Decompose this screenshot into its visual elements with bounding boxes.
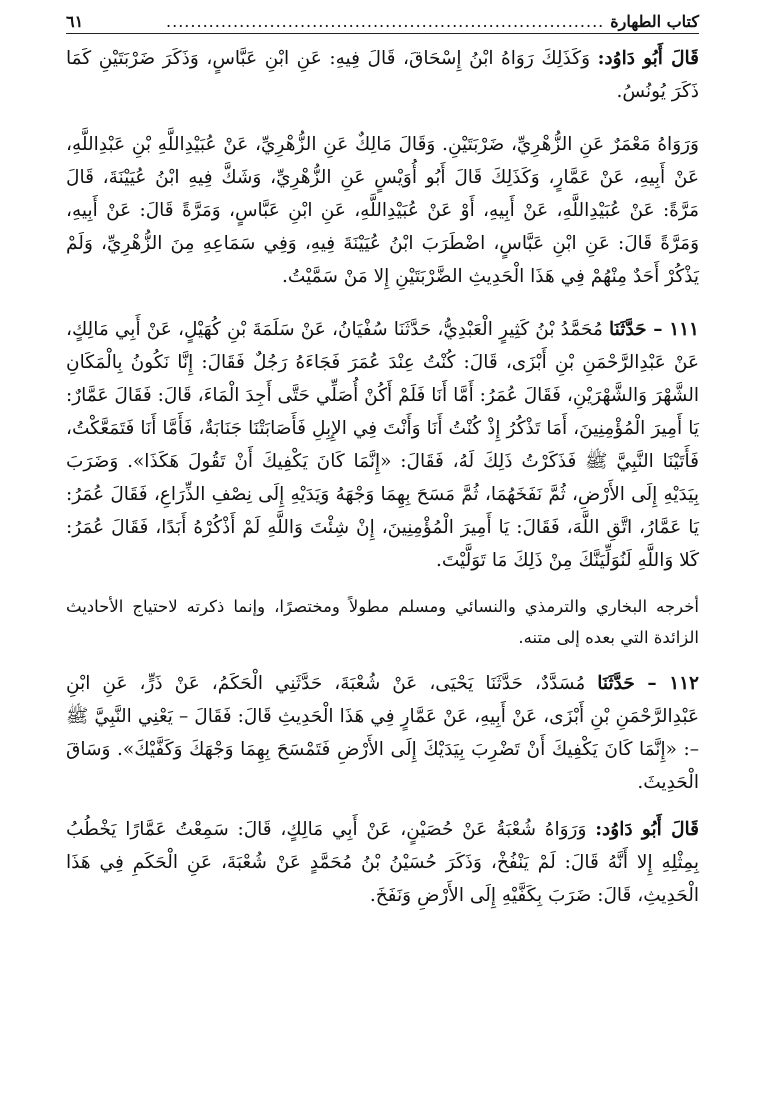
hadith-text: مُحَمَّدُ بْنُ كَثِيرٍ الْعَبْدِيُّ، حَدَّثَنَا سُفْيَانُ، عَنْ سَلَمَةَ بْنِ كُهَيْلٍ، عَنْ أَبِي مَالِكٍ، عَنْ عَبْدِالرَّحْمَنِ بْنِ أَبْزَى، قَالَ: كُنْتُ عِنْدَ عُمَرَ فَجَاءَهُ رَجُلٌ فَقَالَ: إِنَّا نَكُونُ بِالْمَكَانِ الشَّهْرَ وَالشَّهْرَيْنِ، فَقَالَ عُمَرُ: أَمَّا أَنَا فَلَمْ أَكُنْ أُصَلِّي حَتَّى أَجِدَ الْمَاءَ، قَالَ: فَقَالَ عَمَّارٌ: يَا أَمِيرَ الْمُؤْمِنِينَ، أَمَا تَذْكُرُ إِذْ كُنْتُ أَنَا وَأَنْتَ فِي الإِبِلِ فَأَصَابَتْنَا جَنَابَةٌ، فَأَمَّا أَنَا فَتَمَعَّكْتُ، فَأَتَيْنَا النَّبِيَّ ﷺ فَذَكَرْتُ ذَلِكَ لَهُ، فَقَالَ: «إِنَّمَا كَانَ يَكْفِيكَ أَنْ تَقُولَ هَكَذَا». وَضَرَبَ بِيَدَيْهِ إِلَى الأَرْضِ، ثُمَّ نَفَخَهُمَا، ثُمَّ مَسَحَ بِهِمَا وَجْهَهُ وَيَدَيْهِ إِلَى نِصْفِ الذِّرَاعِ، فَقَالَ عُمَرُ: يَا عَمَّارُ، اتَّقِ اللَّهَ، فَقَالَ: يَا أَمِيرَ الْمُؤْمِنِينَ، إِنْ شِئْتَ وَاللَّهِ لَمْ أَذْكُرْهُ أَبَدًا، فَقَالَ عُمَرُ: كَلا وَاللَّهِ لَنُوَلِّيَنَّكَ مِنْ ذَلِكَ مَا تَوَلَّيْتَ. [66, 319, 699, 571]
hadith-text: مُسَدَّدٌ، حَدَّثَنَا يَحْيَى، عَنْ شُعْبَةَ، حَدَّثَنِي الْحَكَمُ، عَنْ ذَرٍّ، عَنِ ابْنِ عَبْدِالرَّحْمَنِ بْنِ أَبْزَى، عَنْ أَبِيهِ، عَنْ عَمَّارٍ فِي هَذَا الْحَدِيثِ قَالَ: فَقَالَ – يَعْنِي النَّبِيَّ ﷺ –: «إِنَّمَا كَانَ يَكْفِيكَ أَنْ تَضْرِبَ بِيَدَيْكَ إِلَى الأَرْضِ فَتَمْسَحَ بِهِمَا وَجْهَكَ وَكَفَّيْكَ». وَسَاقَ الْحَدِيثَ. [66, 673, 699, 793]
paragraph-abu-dawud-note-2 [66, 813, 699, 912]
hadith-111 [66, 313, 699, 577]
hadith-number-lead: ١١١ – حَدَّثَنَا [609, 319, 699, 340]
paragraph-abu-dawud-note-1 [66, 42, 699, 108]
running-header [66, 12, 699, 34]
spacer [66, 653, 699, 667]
note-text: أخرجه البخاري والترمذي والنسائي ومسلم مطولاً ومختصرًا، وإنما ذكرته لاحتياج الأحاديث الزائدة التي بعده إلى متنه. [66, 597, 699, 647]
paragraph-text: وَكَذَلِكَ رَوَاهُ ابْنُ إِسْحَاقَ، قَالَ فِيهِ: عَنِ ابْنِ عَبَّاسٍ، وَذَكَرَ ضَرْبَتَيْنِ كَمَا ذَكَرَ يُونُسُ. [66, 48, 699, 102]
takhrij-note [66, 591, 699, 653]
book-title: كتاب الطهارة [610, 12, 699, 31]
hadith-number-lead: ١١٢ – حَدَّثَنَا [597, 673, 699, 694]
paragraph-text: وَرَوَاهُ مَعْمَرٌ عَنِ الزُّهْرِيِّ، ضَرْبَتَيْنِ. وَقَالَ مَالِكٌ عَنِ الزُّهْرِيِّ، عَنْ عُبَيْدِاللَّهِ بْنِ عَبْدِاللَّهِ، عَنْ أَبِيهِ، عَنْ عَمَّارٍ، وَكَذَلِكَ قَالَ أَبُو أُوَيْسٍ عَنِ الزُّهْرِيِّ، وَشَكَّ فِيهِ ابْنُ عُيَيْنَةَ، قَالَ مَرَّةً: عَنْ عُبَيْدِاللَّهِ، عَنْ أَبِيهِ، أَوْ عَنْ عُبَيْدِاللَّهِ، عَنِ ابْنِ عَبَّاسٍ، وَمَرَّةً قَالَ: عَنْ أَبِيهِ، وَمَرَّةً قَالَ: عَنِ ابْنِ عَبَّاسٍ، اضْطَرَبَ ابْنُ عُيَيْنَةَ فِيهِ، وَفِي سَمَاعِهِ مِنَ الزُّهْرِيِّ، وَلَمْ يَذْكُرْ أَحَدٌ مِنْهُمْ فِي هَذَا الْحَدِيثِ الضَّرْبَتَيْنِ إِلا مَنْ سَمَّيْتُ. [66, 134, 699, 287]
spacer [66, 799, 699, 813]
page-number: ٦١ [66, 12, 84, 31]
spacer [66, 108, 699, 128]
hadith-112 [66, 667, 699, 799]
spacer [66, 293, 699, 313]
spacer [66, 577, 699, 591]
paragraph-lead: قَالَ أَبُو دَاوُد: [597, 48, 700, 69]
paragraph-narrations [66, 128, 699, 293]
header-leader-dots: ........................................................................ [166, 12, 605, 31]
paragraph-text: وَرَوَاهُ شُعْبَةُ عَنْ حُصَيْنٍ، عَنْ أَبِي مَالِكٍ، قَالَ: سَمِعْتُ عَمَّارًا يَخْطُبُ بِمِثْلِهِ إِلا أَنَّهُ قَالَ: لَمْ يَنْفُخْ، وَذَكَرَ حُسَيْنُ بْنُ مُحَمَّدٍ عَنْ شُعْبَةَ، عَنِ الْحَكَمِ فِي هَذَا الْحَدِيثِ، قَالَ: ضَرَبَ بِكَفَّيْهِ إِلَى الأَرْضِ وَنَفَخَ. [66, 819, 699, 906]
paragraph-lead: قَالَ أَبُو دَاوُد: [595, 819, 699, 840]
